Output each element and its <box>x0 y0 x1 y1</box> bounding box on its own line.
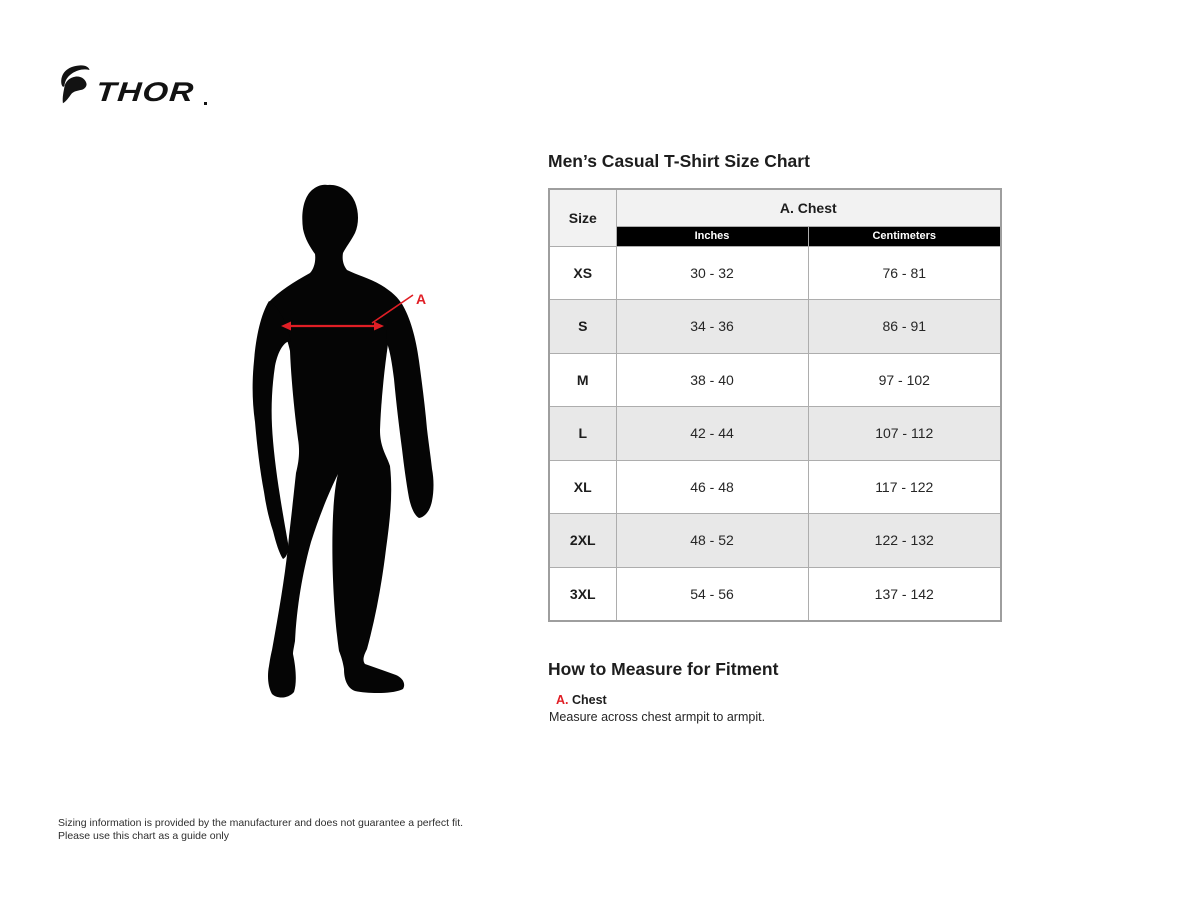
logo-trademark-dot <box>204 102 207 105</box>
cell-cm: 137 - 142 <box>808 567 1001 621</box>
column-header-chest: A. Chest <box>616 189 1001 226</box>
cell-cm: 107 - 112 <box>808 407 1001 461</box>
column-header-size: Size <box>549 189 616 246</box>
cell-cm: 97 - 102 <box>808 353 1001 407</box>
cell-inches: 54 - 56 <box>616 567 808 621</box>
chest-arrow-label: A <box>416 291 427 307</box>
thor-helmet-icon <box>57 60 91 108</box>
brand-logo <box>57 60 207 108</box>
table-row <box>549 407 1001 461</box>
cell-inches: 38 - 40 <box>616 353 808 407</box>
cell-inches: 46 - 48 <box>616 460 808 514</box>
cell-cm: 122 - 132 <box>808 514 1001 568</box>
page-title: Men’s Casual T-Shirt Size Chart <box>548 151 810 171</box>
cell-size: 2XL <box>549 514 616 568</box>
measure-point-label <box>556 693 607 707</box>
table-row <box>549 246 1001 300</box>
cell-inches: 48 - 52 <box>616 514 808 568</box>
table-row <box>549 460 1001 514</box>
table-row <box>549 353 1001 407</box>
size-chart-table <box>548 188 1002 622</box>
disclaimer-line-1: Sizing information is provided by the manufacturer and does not guarantee a perfect fit. <box>58 817 464 829</box>
body-silhouette-figure <box>250 183 440 703</box>
how-to-measure-heading: How to Measure for Fitment <box>548 659 779 679</box>
cell-inches: 42 - 44 <box>616 407 808 461</box>
cell-cm: 76 - 81 <box>808 246 1001 300</box>
silhouette-right-arm <box>387 304 434 518</box>
disclaimer <box>58 817 463 843</box>
column-header-inches: Inches <box>616 226 808 246</box>
table-row <box>549 300 1001 354</box>
cell-size: L <box>549 407 616 461</box>
silhouette-body <box>268 185 404 698</box>
cell-cm: 117 - 122 <box>808 460 1001 514</box>
cell-size: XL <box>549 460 616 514</box>
cell-size: M <box>549 353 616 407</box>
measure-point-key: A. <box>556 693 569 707</box>
table-row <box>549 514 1001 568</box>
column-header-centimeters: Centimeters <box>808 226 1001 246</box>
size-table-body <box>549 246 1001 621</box>
cell-size: XS <box>549 246 616 300</box>
measure-point-name: Chest <box>571 693 607 707</box>
cell-size: 3XL <box>549 567 616 621</box>
cell-inches: 34 - 36 <box>616 300 808 354</box>
brand-wordmark: THOR <box>94 77 196 107</box>
cell-inches: 30 - 32 <box>616 246 808 300</box>
cell-cm: 86 - 91 <box>808 300 1001 354</box>
disclaimer-line-2: Please use this chart as a guide only <box>58 830 230 842</box>
table-row <box>549 567 1001 621</box>
cell-size: S <box>549 300 616 354</box>
silhouette-left-arm <box>253 301 291 559</box>
measure-point-description: Measure across chest armpit to armpit. <box>549 710 766 724</box>
